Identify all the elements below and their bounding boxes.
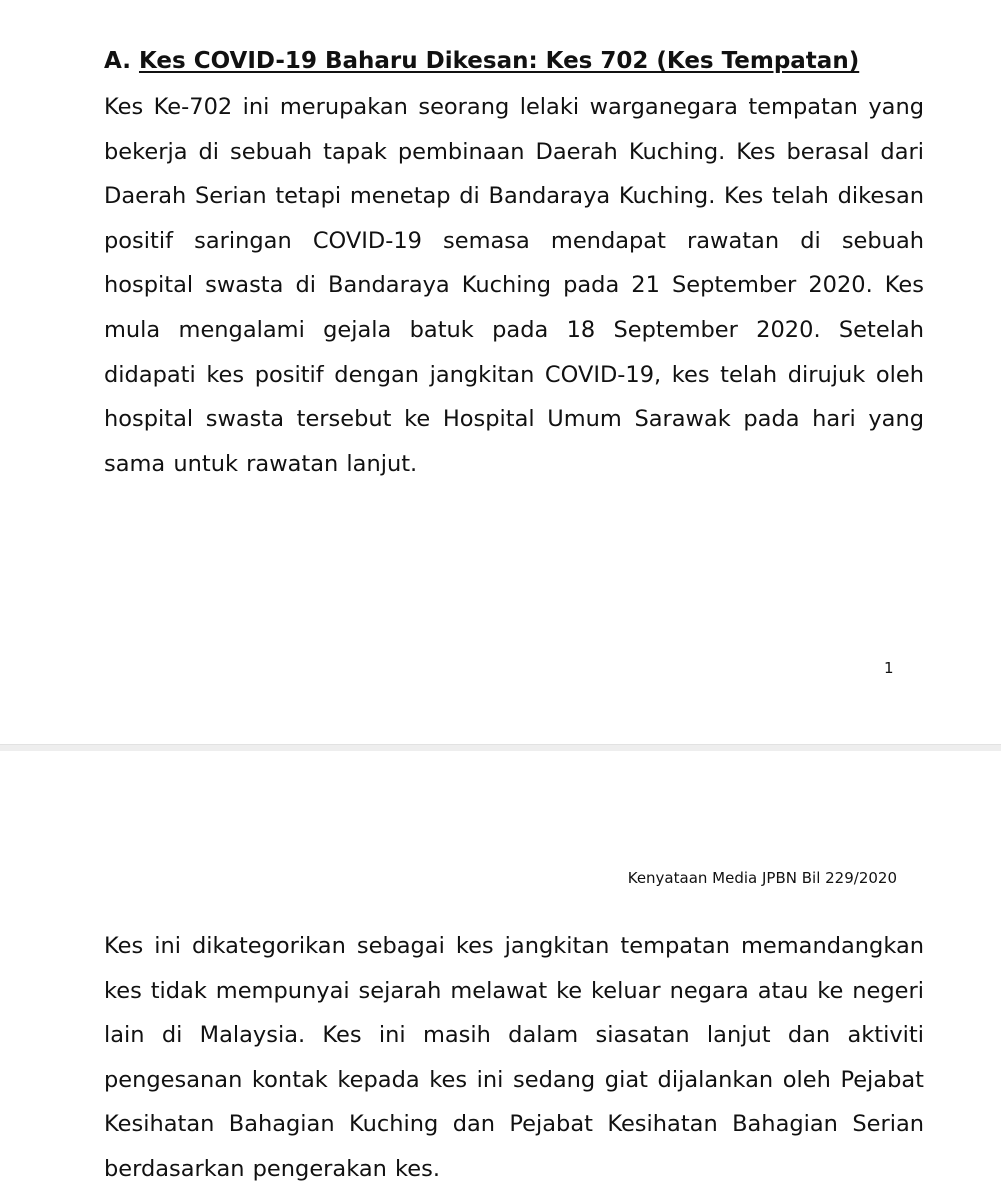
page-number: 1 (884, 659, 894, 677)
section-marker: A. (104, 48, 131, 74)
case-classification-paragraph: Kes ini dikategorikan sebagai kes jangkitan tempatan memandangkan kes tidak mempunyai sejarah melawat ke keluar negara atau ke negeri lain di Malaysia. Kes ini masih dalam siasatan lanjut dan aktiviti pengesanan kontak kepada kes ini sedang giat dijalankan oleh Pejabat Kesihatan Bahagian Kuching dan Pejabat Kesihatan Bahagian Serian berdasarkan pengerakan kes. (104, 933, 924, 1182)
running-header: Kenyataan Media JPBN Bil 229/2020 (627, 869, 897, 887)
document-page-2 (0, 751, 1001, 1200)
section-title: Kes COVID-19 Baharu Dikesan: Kes 702 (Kes Tempatan) (138, 48, 860, 74)
section-heading (104, 46, 859, 76)
case-description-paragraph: Kes Ke-702 ini merupakan seorang lelaki warganegara tempatan yang bekerja di sebuah tapak pembinaan Daerah Kuching. Kes berasal dari Daerah Serian tetapi menetap di Bandaraya Kuching. Kes telah dikesan positif saringan COVID-19 semasa mendapat rawatan di sebuah hospital swasta di Bandaraya Kuching pada 21 September 2020. Kes mula mengalami gejala batuk pada 18 September 2020. Setelah didapati kes positif dengan jangkitan COVID-19, kes telah dirujuk oleh hospital swasta tersebut ke Hospital Umum Sarawak pada hari yang sama untuk rawatan lanjut. (104, 94, 924, 477)
page-break (0, 744, 1001, 751)
